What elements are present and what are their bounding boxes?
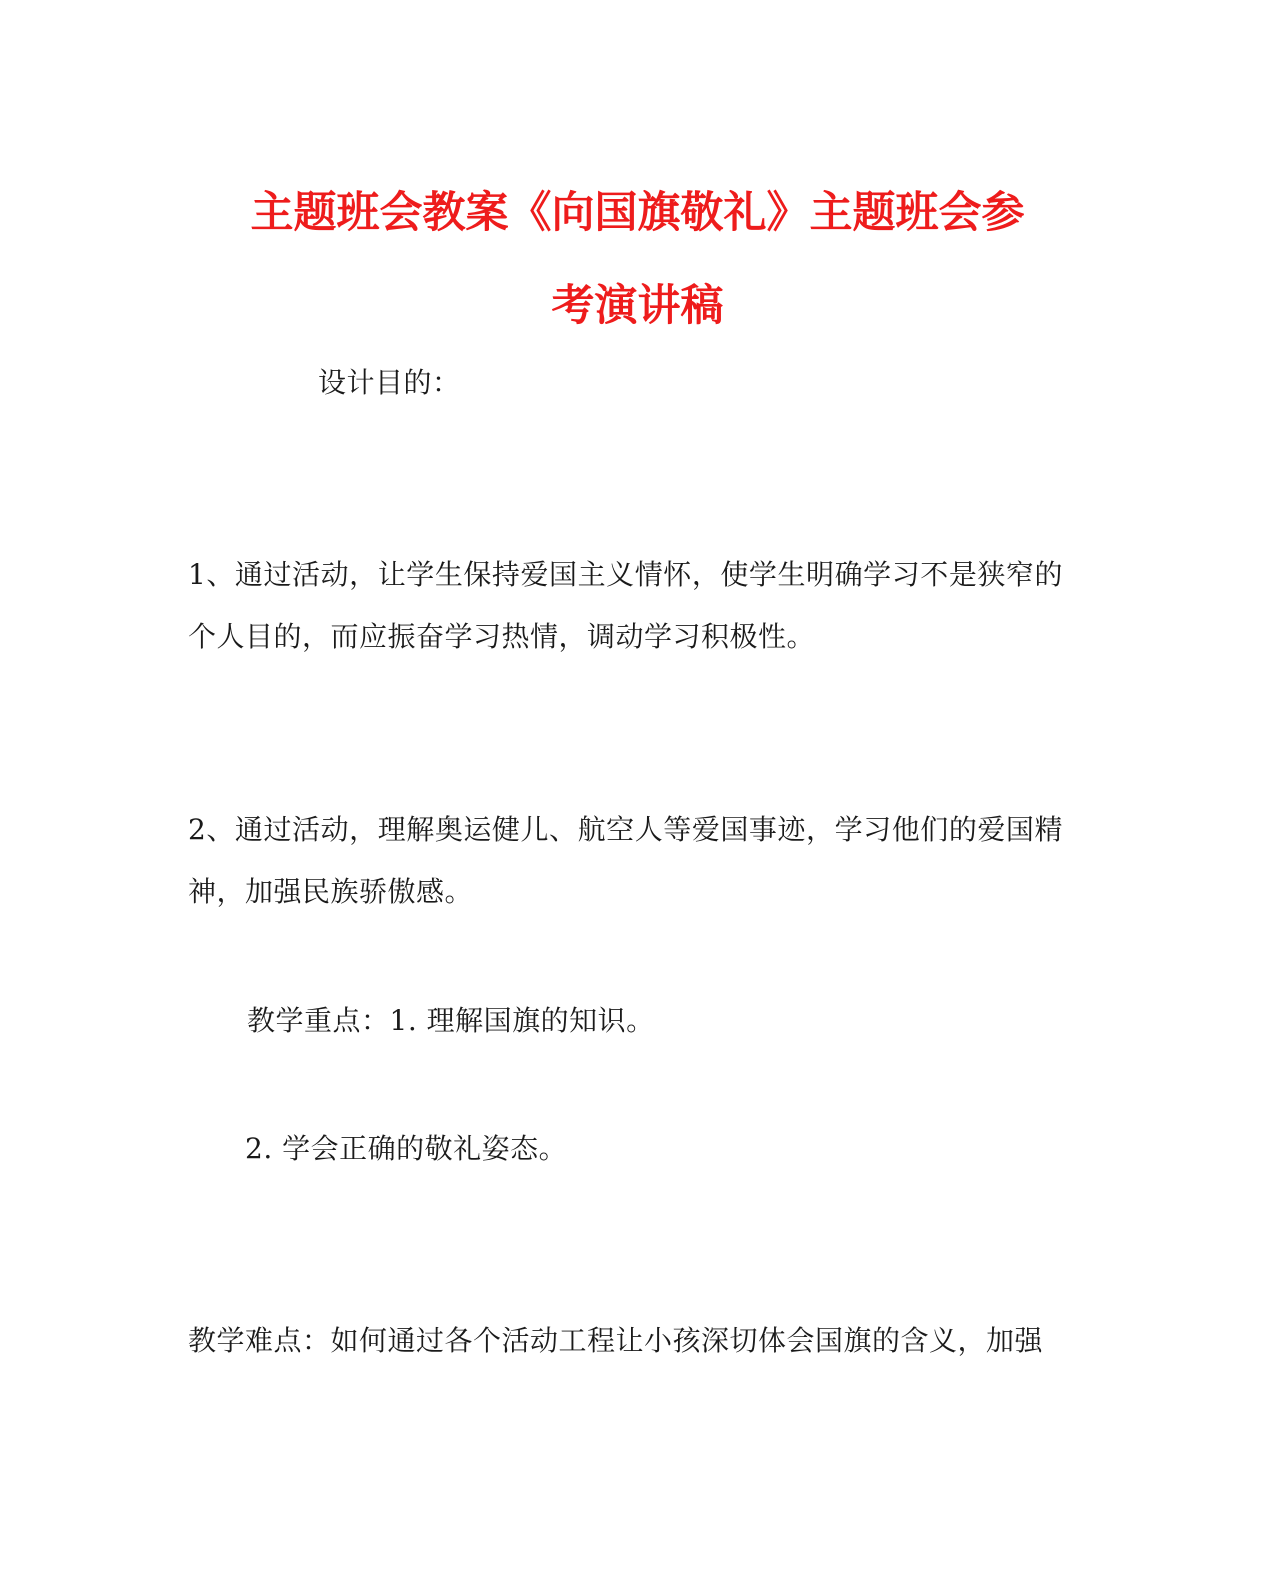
key-point-1: 教学重点：1. 理解国旗的知识。 xyxy=(247,1004,655,1037)
title-line-2: 考演讲稿 xyxy=(551,281,724,331)
purpose-2-line-2: 神，加强民族骄傲感。 xyxy=(188,875,474,908)
design-purpose-heading: 设计目的： xyxy=(318,366,461,399)
purpose-1-line-1: 1、通过活动，让学生保持爱国主义情怀，使学生明确学习不是狭窄的 xyxy=(188,558,1063,591)
purpose-1-line-2: 个人目的，而应振奋学习热情，调动学习积极性。 xyxy=(188,620,816,653)
title-line-1: 主题班会教案《向国旗敬礼》主题班会参 xyxy=(250,188,1025,238)
key-point-2: 2. 学会正确的敬礼姿态。 xyxy=(245,1132,568,1165)
difficulty-line-1: 教学难点：如何通过各个活动工程让小孩深切体会国旗的含义，加强 xyxy=(188,1324,1044,1357)
purpose-2-line-1: 2、通过活动，理解奥运健儿、航空人等爱国事迹，学习他们的爱国精 xyxy=(188,813,1063,846)
